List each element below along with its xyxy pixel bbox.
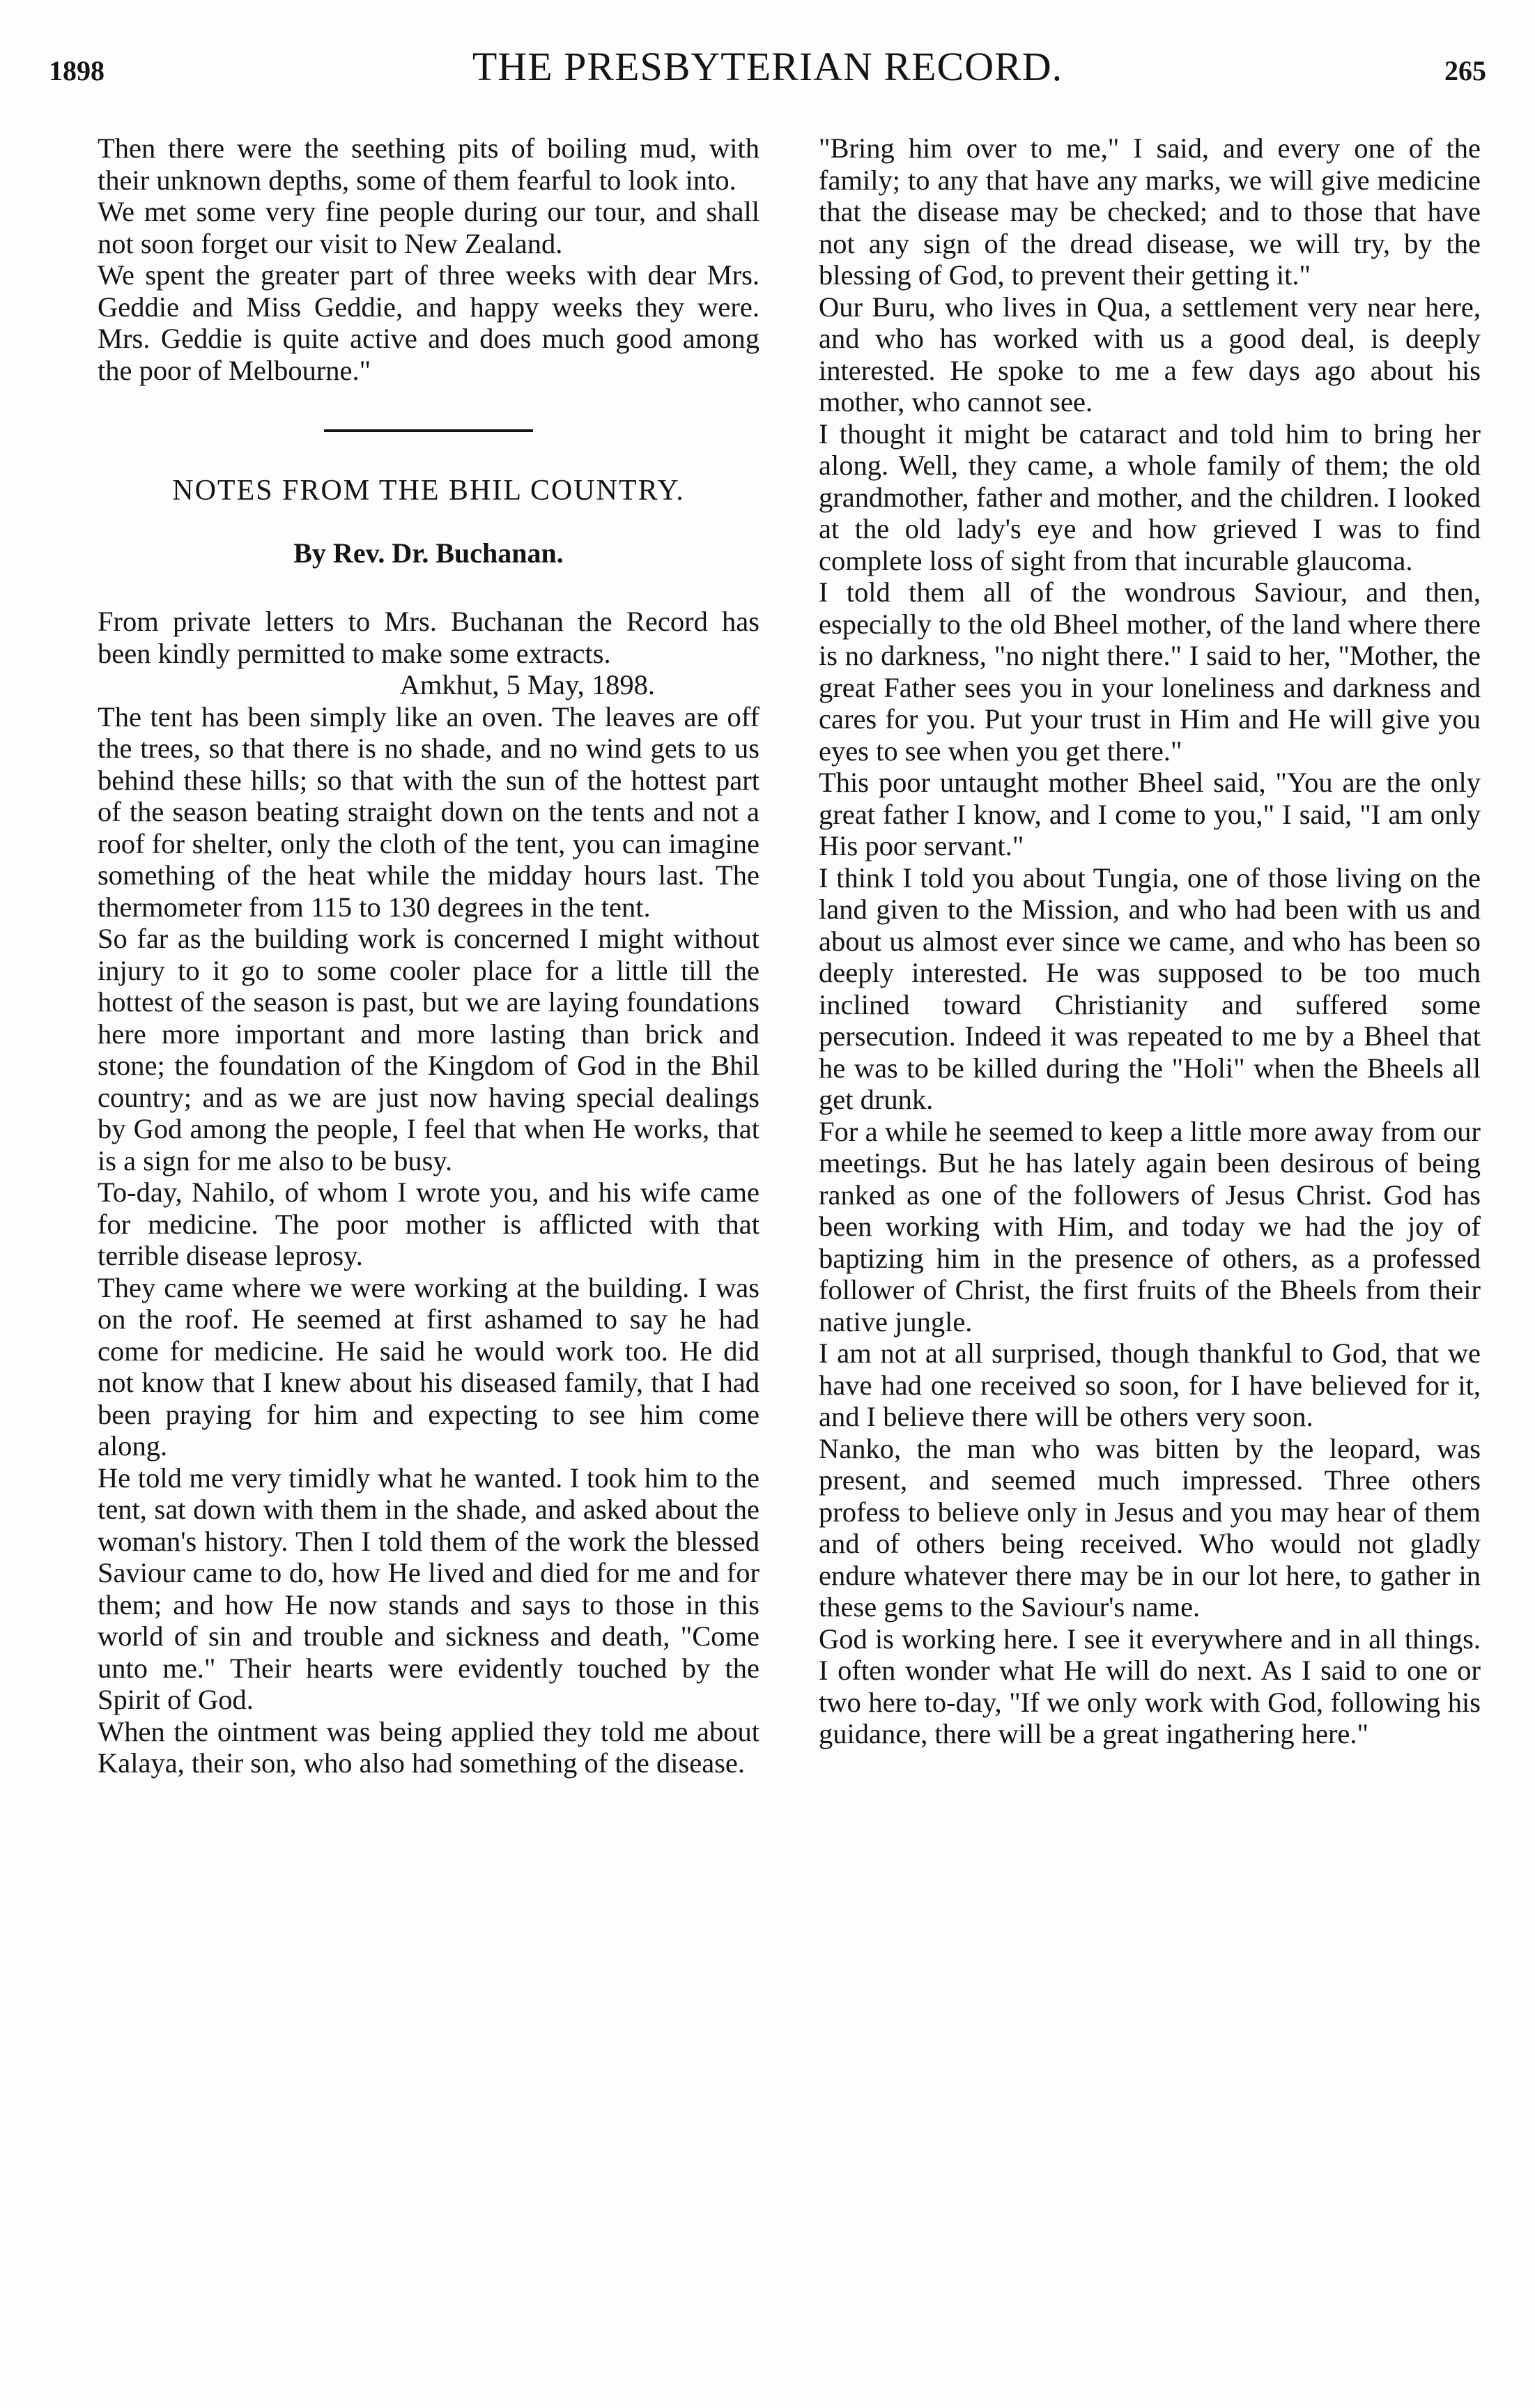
- header-year: 1898: [49, 55, 105, 86]
- article-paragraph: To-day, Nahilo, of whom I wrote you, and his wife came for medicine. The poor mother is afflicted with that terrible disease leprosy.: [98, 1176, 759, 1271]
- intro-paragraph: We met some very fine people during our tour, and shall not soon forget our visit to New Zealand.: [98, 196, 759, 259]
- header-page-number: 265: [1444, 55, 1486, 86]
- intro-paragraph: Then there were the seething pits of boiling mud, with their unknown depths, some of them fearful to look into.: [98, 132, 759, 196]
- header-title: THE PRESBYTERIAN RECORD.: [472, 44, 1063, 89]
- article-paragraph: Our Buru, who lives in Qua, a settlement very near here, and who has worked with us a good deal, is deeply interested. He spoke to me a few days ago about his mother, who cannot see.: [819, 291, 1481, 417]
- dateline: Amkhut, 5 May, 1898.: [399, 669, 655, 700]
- preface-paragraph: From private letters to Mrs. Buchanan the Record has been kindly permitted to make some extracts.: [98, 606, 759, 669]
- article-paragraph: For a while he seemed to keep a little more away from our meetings. But he has lately again been desirous of being ranked as one of the followers of Jesus Christ. God has been working with Him, and today we had the joy of baptizing him in the presence of others, as a professed follower of Christ, the first fruits of the Bheels from their native jungle.: [819, 1115, 1481, 1337]
- article-paragraph: I think I told you about Tungia, one of those living on the land given to the Mission, and who had been with us and about us almost ever since we came, and who has been so deeply interested. He was supposed to be too much inclined toward Christianity and suffered some persecution. Indeed it was repeated to me by a Bheel that he was to be killed during the "Holi" when the Bheels all get drunk.: [819, 861, 1481, 1115]
- byline: By Rev. Dr. Buchanan.: [293, 537, 564, 569]
- right-column: [819, 132, 1481, 2377]
- article-paragraph: I told them all of the wondrous Saviour, and then, especially to the old Bheel mother, of the land where there is no darkness, "no night there." I said to her, "Mother, the great Father sees you in your loneliness and darkness and cares for you. Put your trust in Him and He will give you eyes to see when you get there.": [819, 576, 1481, 767]
- article-paragraph: When the ointment was being applied they told me about Kalaya, their son, who also had something of the disease.: [98, 1715, 759, 1779]
- page-header: [49, 43, 1486, 99]
- section-title: NOTES FROM THE BHIL COUNTRY.: [172, 475, 685, 507]
- article-paragraph: God is working here. I see it everywhere and in all things. I often wonder what He will do next. As I said to one or two here to-day, "If we only work with God, following his guidance, there will be a great ingathering here.": [819, 1623, 1481, 1749]
- article-paragraph: He told me very timidly what he wanted. I took him to the tent, sat down with them in the shade, and asked about the woman's history. Then I told them of the work the blessed Saviour came to do, how He lived and died for me and for them; and how He now stands and says to those in this world of sin and trouble and sickness and death, "Come unto me." Their hearts were evidently touched by the Spirit of God.: [98, 1462, 759, 1715]
- article-paragraph: I thought it might be cataract and told him to bring her along. Well, they came, a whole family of them; the old grandmother, father and mother, and the children. I looked at the old lady's eye and how grieved I was to find complete loss of sight from that incurable glaucoma.: [819, 417, 1481, 576]
- article-paragraph: The tent has been simply like an oven. The leaves are off the trees, so that there is no shade, and no wind gets to us behind these hills; so that with the sun of the hottest part of the season beating straight down on the tents and not a roof for shelter, only the cloth of the tent, you can imagine something of the heat while the midday hours last. The thermometer from 115 to 130 degrees in the tent.: [98, 700, 759, 923]
- section-divider: [324, 429, 533, 432]
- article-paragraph: Nanko, the man who was bitten by the leopard, was present, and seemed much impressed. Three others profess to believe only in Jesus and you may hear of them and of others being received. Who would not gladly endure whatever there may be in our lot here, to gather in these gems to the Saviour's name.: [819, 1432, 1481, 1623]
- intro-paragraph: We spent the greater part of three weeks with dear Mrs. Geddie and Miss Geddie, and happy weeks they were. Mrs. Geddie is quite active and does much good among the poor of Melbourne.": [98, 259, 759, 386]
- left-column: [98, 132, 759, 2377]
- article-paragraph: I am not at all surprised, though thankful to God, that we have had one received so soon, for I have believed for it, and I believe there will be others very soon.: [819, 1337, 1481, 1432]
- article-paragraph: "Bring him over to me," I said, and every one of the family; to any that have any marks, we will give medicine that the disease may be checked; and to those that have not any sign of the dread disease, we will try, by the blessing of God, to prevent their getting it.": [819, 132, 1481, 291]
- article-paragraph: They came where we were working at the building. I was on the roof. He seemed at first ashamed to say he had come for medicine. He said he would work too. He did not know that I knew about his diseased family, that I had been praying for him and expecting to see him come along.: [98, 1271, 759, 1462]
- article-paragraph: This poor untaught mother Bheel said, "You are the only great father I know, and I come to you," I said, "I am only His poor servant.": [819, 767, 1481, 861]
- article-paragraph: So far as the building work is concerned I might without injury to it go to some cooler place for a little till the hottest of the season is past, but we are laying foundations here more important and more lasting than brick and stone; the foundation of the Kingdom of God in the Bhil country; and as we are just now having special dealings by God among the people, I feel that when He works, that is a sign for me also to be busy.: [98, 923, 759, 1176]
